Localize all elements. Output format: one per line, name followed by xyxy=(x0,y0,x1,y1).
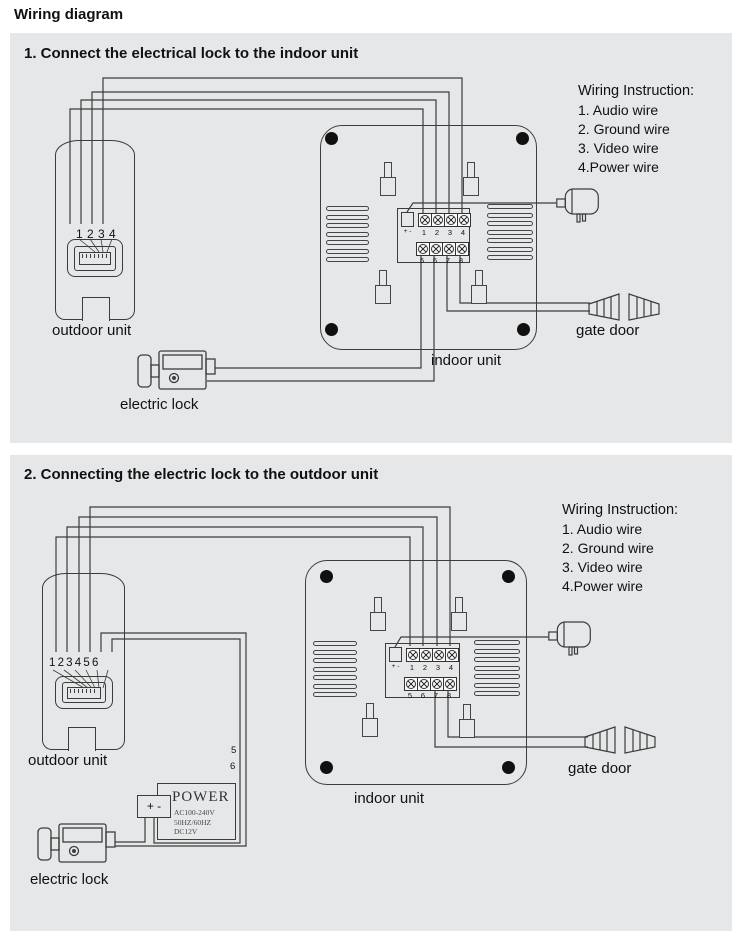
terminal-number: 4 xyxy=(460,228,466,237)
electric-lock-label: electric lock xyxy=(30,871,109,888)
vent-grille xyxy=(474,640,520,700)
vent-grille xyxy=(313,641,357,701)
power-terminal-connector xyxy=(401,212,414,227)
power-supply-terminals: + - xyxy=(137,795,171,818)
terminal-screw-2 xyxy=(431,213,445,227)
outdoor-connector-pins xyxy=(79,252,111,265)
gate-door-label: gate door xyxy=(568,760,632,777)
spec-line: 50HZ/60HZ xyxy=(174,817,212,827)
terminal-number: 5 xyxy=(407,691,413,700)
electric-lock-icon xyxy=(136,349,246,394)
mounting-keyhole xyxy=(370,597,386,630)
wire-number-6: 6 xyxy=(230,761,236,772)
terminal-screw-8 xyxy=(455,242,469,256)
terminal-screw-8 xyxy=(443,677,457,691)
instruction-title: Wiring Instruction: xyxy=(562,502,679,518)
power-adapter-icon xyxy=(548,619,594,659)
terminal-number: 7 xyxy=(433,691,439,700)
terminal-number: 1 xyxy=(409,663,415,672)
terminal-screw-5 xyxy=(404,677,418,691)
spec-line: AC100-240V xyxy=(174,808,215,817)
outdoor-pin-numbers: 1 2 3 4 xyxy=(76,227,117,241)
mounting-keyhole xyxy=(471,270,487,303)
instruction-item: 4.Power wire xyxy=(578,159,659,175)
terminal-number: 7 xyxy=(445,256,451,265)
terminal-screw-6 xyxy=(429,242,443,256)
mounting-keyhole xyxy=(459,704,475,737)
terminal-number: 3 xyxy=(447,228,453,237)
page-title: Wiring diagram xyxy=(14,6,124,23)
terminal-screw-1 xyxy=(418,213,432,227)
instruction-title: Wiring Instruction: xyxy=(578,83,695,99)
wiring-instruction-1 xyxy=(578,82,694,177)
terminal-number: 6 xyxy=(420,691,426,700)
electric-lock-icon xyxy=(36,822,146,867)
mounting-keyhole xyxy=(380,162,396,195)
terminal-number: 3 xyxy=(435,663,441,672)
terminal-screw-2 xyxy=(419,648,433,662)
wiring-instruction-2 xyxy=(562,501,678,596)
instruction-item: 1. Audio wire xyxy=(562,521,643,537)
terminal-number: 5 xyxy=(419,256,425,265)
mounting-keyhole xyxy=(463,162,479,195)
screw-hole-dot xyxy=(502,761,515,774)
spec-line: DC12V xyxy=(174,827,198,836)
power-terminal-label: + - xyxy=(403,228,412,235)
screw-hole-dot xyxy=(325,323,338,336)
wire-number-5: 5 xyxy=(231,745,237,756)
screw-hole-dot xyxy=(517,323,530,336)
power-terminal-connector xyxy=(389,647,402,662)
indoor-unit-label: indoor unit xyxy=(354,790,425,807)
outdoor-unit-notch xyxy=(68,727,96,751)
outdoor-connector-pins xyxy=(67,687,101,699)
screw-hole-dot xyxy=(325,132,338,145)
screw-hole-dot xyxy=(516,132,529,145)
terminal-screw-3 xyxy=(432,648,446,662)
terminal-number: 6 xyxy=(432,256,438,265)
power-supply-title: POWER xyxy=(172,789,230,805)
instruction-item: 4.Power wire xyxy=(562,578,643,594)
terminal-screw-4 xyxy=(457,213,471,227)
terminal-block xyxy=(397,208,470,263)
instruction-item: 3. Video wire xyxy=(578,140,659,156)
terminal-screw-1 xyxy=(406,648,420,662)
terminal-screw-7 xyxy=(442,242,456,256)
section-1-header: 1. Connect the electrical lock to the indoor unit xyxy=(24,45,359,62)
outdoor-unit-label: outdoor unit xyxy=(28,752,108,769)
terminal-number: 4 xyxy=(448,663,454,672)
vent-grille xyxy=(487,204,533,264)
instruction-item: 1. Audio wire xyxy=(578,102,659,118)
terminal-screw-3 xyxy=(444,213,458,227)
power-terminal-label: + - xyxy=(391,663,400,670)
outdoor-unit-notch xyxy=(82,297,110,321)
terminal-number: 1 xyxy=(421,228,427,237)
instruction-item: 3. Video wire xyxy=(562,559,643,575)
electric-lock-label: electric lock xyxy=(120,396,199,413)
terminal-screw-5 xyxy=(416,242,430,256)
power-adapter-icon xyxy=(556,186,602,226)
section-2-header: 2. Connecting the electric lock to the outdoor unit xyxy=(24,466,379,483)
screw-hole-dot xyxy=(320,570,333,583)
gate-door-icon xyxy=(588,292,660,322)
screw-hole-dot xyxy=(320,761,333,774)
terminal-number: 2 xyxy=(422,663,428,672)
power-supply-specs xyxy=(174,808,215,837)
mounting-keyhole xyxy=(375,270,391,303)
terminal-block xyxy=(385,643,460,698)
terminal-number: 2 xyxy=(434,228,440,237)
outdoor-pin-numbers: 1 2 3 4 5 6 xyxy=(49,657,98,669)
terminal-number: 8 xyxy=(458,256,464,265)
gate-door-icon xyxy=(584,725,656,755)
terminal-screw-6 xyxy=(417,677,431,691)
outdoor-unit-label: outdoor unit xyxy=(52,322,132,339)
terminal-screw-4 xyxy=(445,648,459,662)
instruction-item: 2. Ground wire xyxy=(578,121,670,137)
indoor-unit-label: indoor unit xyxy=(431,352,502,369)
vent-grille xyxy=(326,206,369,266)
mounting-keyhole xyxy=(362,703,378,736)
mounting-keyhole xyxy=(451,597,467,630)
terminal-number: 8 xyxy=(446,691,452,700)
terminal-screw-7 xyxy=(430,677,444,691)
instruction-item: 2. Ground wire xyxy=(562,540,654,556)
gate-door-label: gate door xyxy=(576,322,640,339)
screw-hole-dot xyxy=(502,570,515,583)
